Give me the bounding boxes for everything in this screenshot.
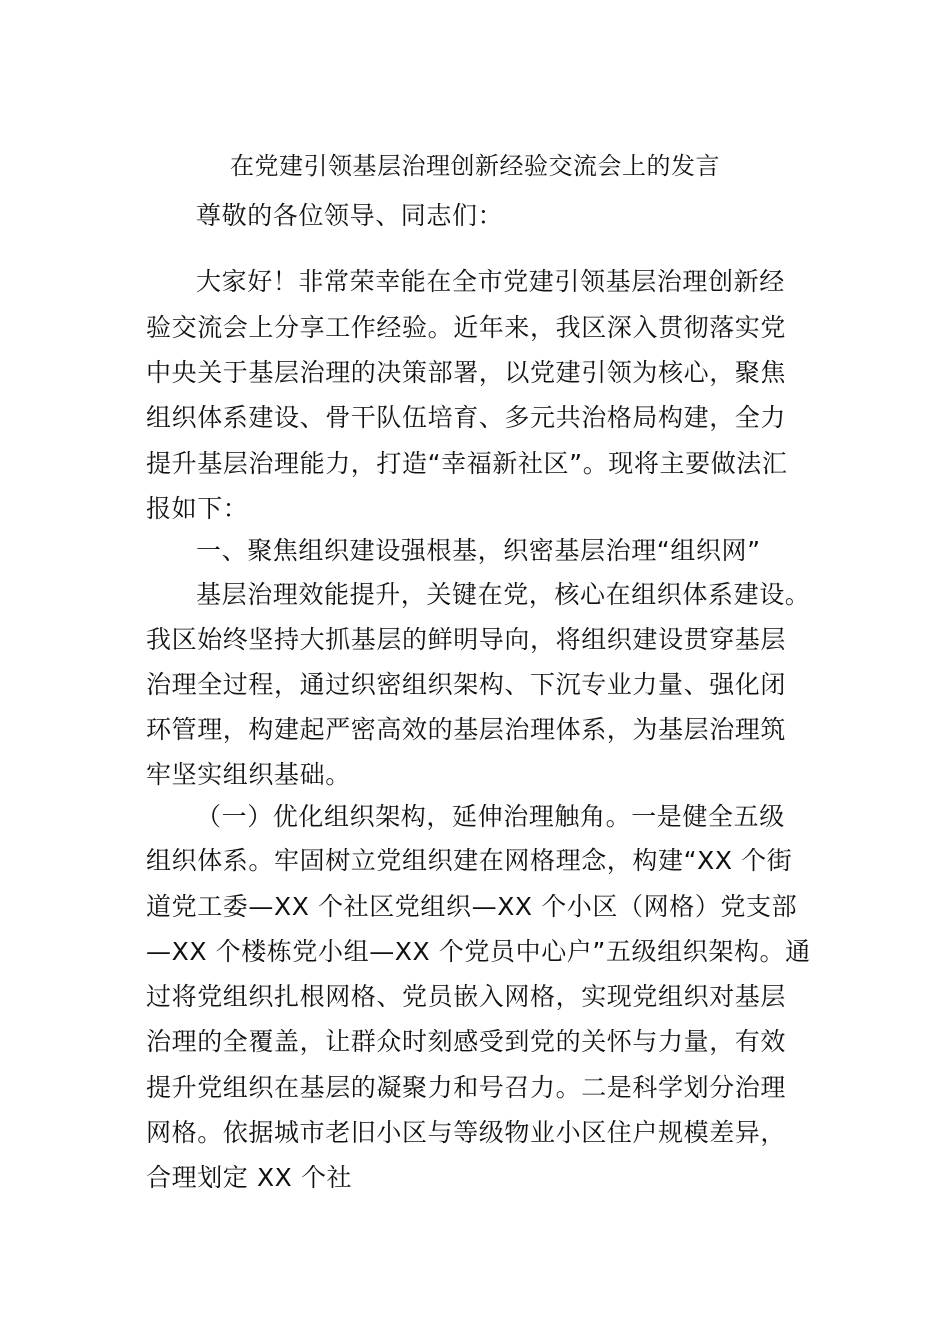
paragraph3-line: —XX 个楼栋党小组—XX 个党员中心户”五级组织架构。通 [146, 937, 811, 966]
paragraph3-line: 治理的全覆盖，让群众时刻感受到党的关怀与力量，有效 [146, 1027, 787, 1056]
greeting: 尊敬的各位领导、同志们： [196, 201, 504, 230]
paragraph1-line: 验交流会上分享工作经验。近年来，我区深入贯彻落实党 [146, 313, 787, 342]
paragraph3-line: 组织体系。牢固树立党组织建在网格理念，构建“XX 个街 [146, 846, 793, 875]
paragraph1-line: 报如下： [146, 494, 249, 523]
paragraph1-line: 提升基层治理能力，打造“幸福新社区”。现将主要做法汇 [146, 449, 788, 478]
paragraph3-line: 过将党组织扎根网格、党员嵌入网格，实现党组织对基层 [146, 982, 787, 1011]
paragraph3-line: 网格。依据城市老旧小区与等级物业小区住户规模差异， [146, 1118, 787, 1147]
paragraph3-line: 提升党组织在基层的凝聚力和号召力。二是科学划分治理 [146, 1073, 787, 1102]
paragraph2-line: 我区始终坚持大抓基层的鲜明导向，将组织建设贯穿基层 [146, 625, 787, 654]
paragraph3-line: 合理划定 XX 个社 [146, 1163, 353, 1192]
paragraph3-line: （一）优化组织架构，延伸治理触角。一是健全五级 [196, 802, 785, 831]
document-title: 在党建引领基层治理创新经验交流会上的发言 [230, 152, 720, 180]
paragraph2-line: 治理全过程，通过织密组织架构、下沉专业力量、强化闭 [146, 670, 787, 699]
section-heading: 一、聚焦组织建设强根基，织密基层治理“组织网” [196, 536, 761, 565]
paragraph1-line: 组织体系建设、骨干队伍培育、多元共治格局构建，全力 [146, 403, 787, 432]
paragraph3-line: 道党工委—XX 个社区党组织—XX 个小区（网格）党支部 [146, 892, 798, 921]
paragraph2-line: 基层治理效能提升，关键在党，核心在组织体系建设。 [196, 580, 811, 609]
paragraph2-line: 环管理，构建起严密高效的基层治理体系，为基层治理筑 [146, 715, 787, 744]
paragraph2-line: 牢坚实组织基础。 [146, 760, 351, 789]
paragraph1-line: 大家好！非常荣幸能在全市党建引领基层治理创新经 [196, 267, 785, 296]
paragraph1-line: 中央关于基层治理的决策部署，以党建引领为核心，聚焦 [146, 358, 787, 387]
